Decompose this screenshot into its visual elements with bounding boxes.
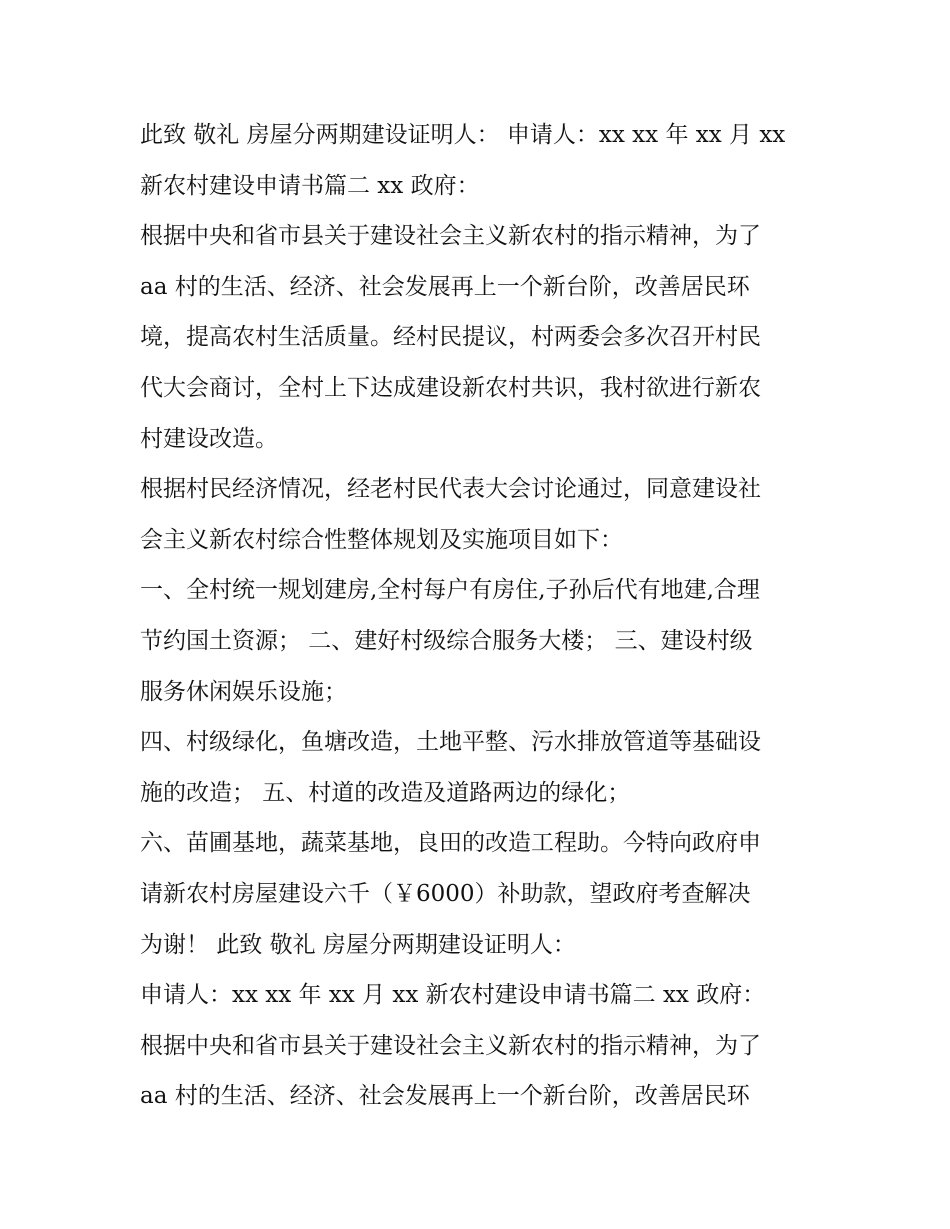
text-line: aa 村的生活、经济、社会发展再上一个新台阶，改善居民环 [140, 1083, 750, 1110]
text-line: 六、苗圃基地，蔬菜基地，良田的改造工程助。今特向政府申 [140, 830, 761, 857]
text-line: aa 村的生活、经济、社会发展再上一个新台阶，改善居民环 [140, 273, 750, 300]
text-line: 施的改造； 五、村道的改造及道路两边的绿化； [140, 779, 631, 806]
text-line: 服务休闲娱乐设施； [140, 678, 347, 705]
text-line: 四、村级绿化，鱼塘改造，土地平整、污水排放管道等基础设 [140, 729, 761, 756]
text-line: 会主义新农村综合性整体规划及实施项目如下： [140, 526, 623, 553]
text-line: 此致 敬礼 房屋分两期建设证明人： 申请人：xx xx 年 xx 月 xx [140, 122, 786, 148]
text-line: 代大会商讨，全村上下达成建设新农村共识，我村欲进行新农 [140, 374, 761, 401]
text-line: 根据中央和省市县关于建设社会主义新农村的指示精神，为了 [140, 1032, 761, 1059]
text-line: 请新农村房屋建设六千（￥6000）补助款，望政府考查解决 [140, 880, 751, 907]
text-line: 申请人：xx xx 年 xx 月 xx 新农村建设申请书篇二 xx 政府： [140, 982, 766, 1009]
text-line: 根据中央和省市县关于建设社会主义新农村的指示精神，为了 [140, 223, 761, 250]
text-line: 根据村民经济情况，经老村民代表大会讨论通过，同意建设社 [140, 476, 761, 503]
text-line: 节约国土资源； 二、建好村级综合服务大楼； 三、建设村级 [140, 627, 753, 654]
text-line: 为谢！ 此致 敬礼 房屋分两期建设证明人： [140, 931, 576, 958]
text-line: 境，提高农村生活质量。经村民提议，村两委会多次召开村民 [140, 324, 761, 351]
text-line: 一、全村统一规划建房,全村每户有房住,子孙后代有地建,合理 [140, 577, 760, 604]
document-body [140, 110, 820, 1122]
text-line: 新农村建设申请书篇二 xx 政府： [140, 172, 480, 199]
text-line: 村建设改造。 [140, 425, 278, 452]
